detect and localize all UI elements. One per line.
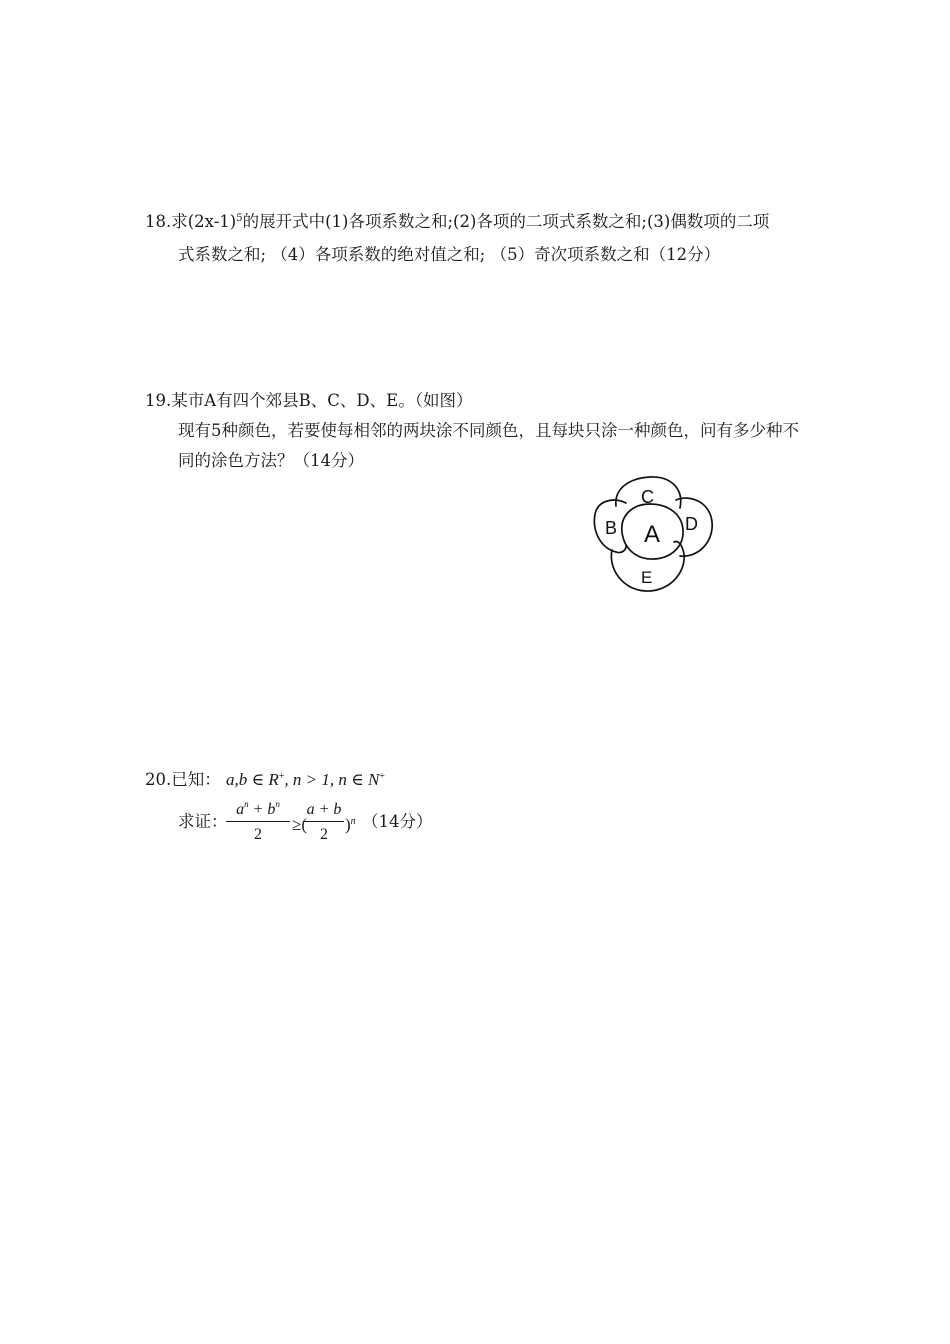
q19-text-1: 某市A有四个郊县B、C、D、E。（如图） (171, 391, 473, 410)
q20-fraction-right: a + b 2 (304, 800, 344, 845)
label-a: A (644, 521, 661, 548)
label-c: C (641, 487, 654, 507)
q18-line1 (145, 210, 769, 234)
label-d: D (685, 514, 698, 534)
q18-exponent: 5 (236, 213, 243, 224)
q20-geq: ≥( (292, 815, 307, 834)
q18-text-1: 的展开式中(1)各项系数之和;(2)各项的二项式系数之和;(3)偶数项的二项 (242, 212, 770, 231)
q19-line1 (145, 389, 472, 413)
q18-number: 18. (145, 212, 172, 231)
label-e: E (641, 568, 653, 587)
region-diagram (588, 470, 718, 596)
q20-prove-label: 求证： (178, 812, 228, 831)
q19-line3: 同的涂色方法？（14分） (178, 451, 364, 470)
q18-line2: 式系数之和; （4）各项系数的绝对值之和; （5）奇次项系数之和（12分） (178, 245, 721, 264)
q19-line2: 现有5种颜色，若要使每相邻的两块涂不同颜色，且每块只涂一种颜色，问有多少种不 (178, 421, 799, 440)
q20-close: )$^n$ (345, 815, 356, 834)
q20-given-condition: a,b ∈ R+, n > 1, n ∈ N+ (226, 770, 385, 789)
q20-given-line (145, 768, 385, 792)
q19-number: 19. (145, 391, 172, 410)
q20-given-label: 已知： (171, 770, 221, 789)
q20-score: （14分） (362, 812, 433, 831)
q20-fraction-left: $a^n + b^n$ 2 (226, 800, 290, 845)
label-b: B (605, 518, 618, 538)
q18-expression: 求(2x-1) (171, 212, 237, 231)
q20-number: 20. (145, 770, 172, 789)
